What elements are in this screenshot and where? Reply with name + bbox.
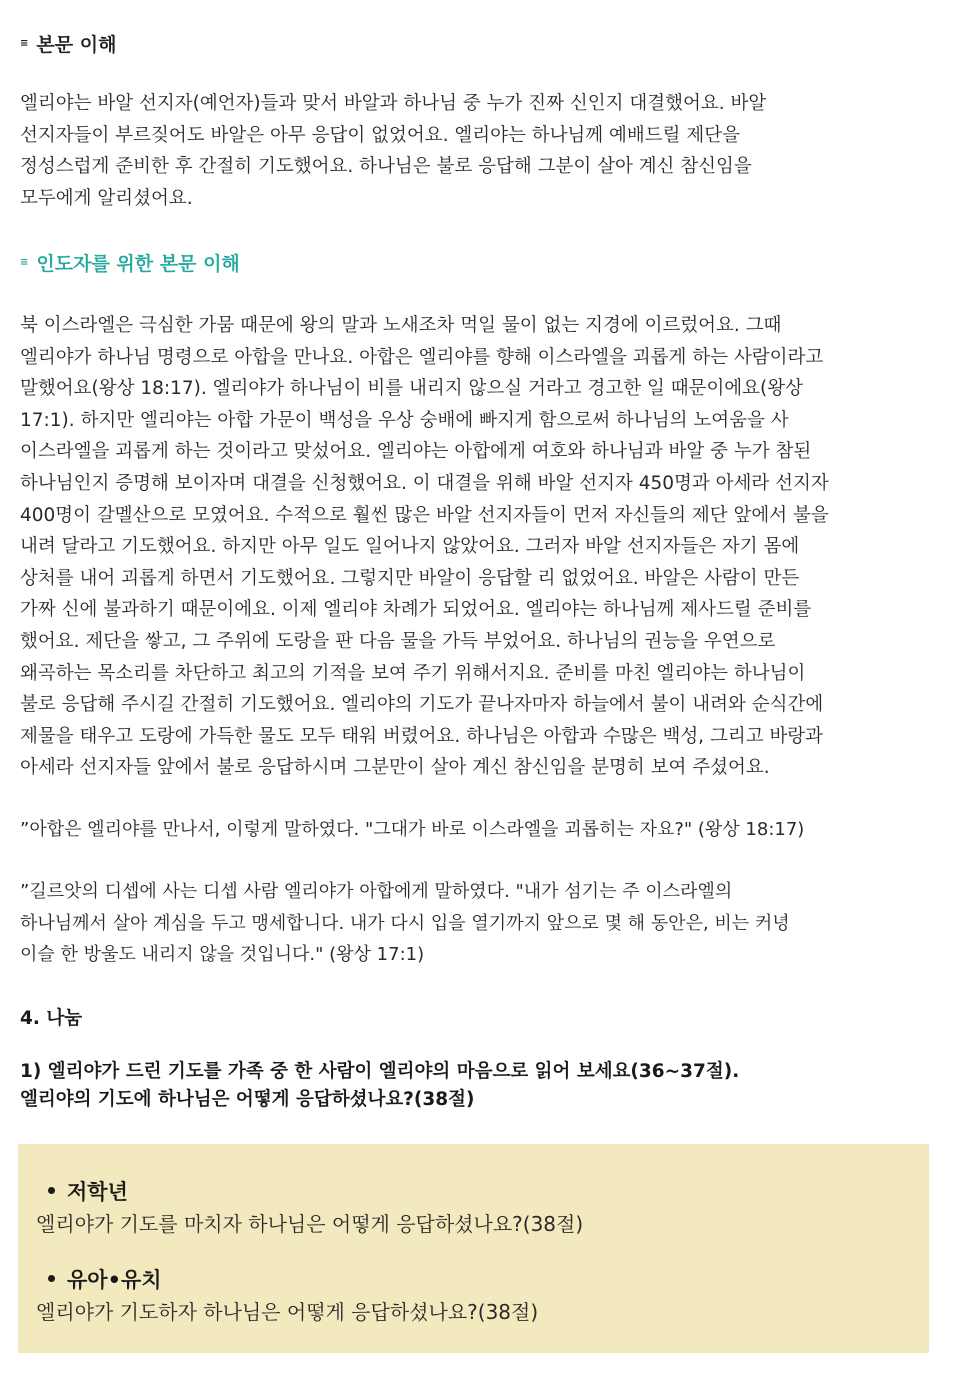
section-title: 본문 이해 — [36, 34, 117, 56]
sharing-heading — [20, 1005, 82, 1033]
paragraph-line: 선지자들이 부르짖어도 바알은 아무 응답이 없었어요. 엘리야는 하나님께 예배드릴 제단을 — [20, 124, 741, 146]
paragraph-line: 모두에게 알리셨어요. — [20, 187, 193, 209]
bullet-icon — [48, 1187, 55, 1194]
question-line: 엘리야의 기도에 하나님은 어떻게 응답하셨나요?(38절) — [20, 1089, 475, 1110]
quote-line: 이슬 한 방울도 내리지 않을 것입니다." (왕상 17:1) — [20, 944, 425, 966]
quote-line: ”아합은 엘리야를 만나서, 이렇게 말하였다. "그대가 바로 이스라엘을 괴롭히는 자요?" (왕상 18:17) — [20, 819, 805, 840]
age-group-question-lower-grades: 엘리야가 기도를 마치자 하나님은 어떻게 응답하셨나요?(38절) — [36, 1212, 584, 1236]
paragraph-line: 내려 달라고 기도했어요. 하지만 아무 일도 일어나지 않았어요. 그러자 바알 선지자들은 자기 몸에 — [20, 536, 800, 558]
section-title: 인도자를 위한 본문 이해 — [36, 253, 240, 275]
age-group-questions-box — [18, 1144, 929, 1353]
sharing-title: 4. 나눔 — [20, 1008, 83, 1029]
quote-line: 하나님께서 살아 계심을 두고 맹세합니다. 내가 다시 입을 열기까지 앞으로 몇 해 동안은, 비는 커녕 — [20, 912, 790, 934]
paragraph-line: 하나님인지 증명해 보이자며 대결을 신청했어요. 이 대결을 위해 바알 선지자 450명과 아세라 선지자 — [20, 472, 829, 494]
paragraph-line: 400명이 갈멜산으로 모였어요. 수적으로 훨씬 많은 바알 선지자들이 먼저 자신들의 제단 앞에서 불을 — [20, 504, 829, 526]
age-group-label: 유아•유치 — [67, 1268, 162, 1292]
paragraph-line: 정성스럽게 준비한 후 간절히 기도했어요. 하나님은 불로 응답해 그분이 살아 계신 참신임을 — [20, 156, 752, 178]
paragraph-line: 북 이스라엘은 극심한 가뭄 때문에 왕의 말과 노새조차 먹일 물이 없는 지경에 이르렀어요. 그때 — [20, 315, 782, 336]
paragraph-line: 했어요. 제단을 쌓고, 그 주위에 도랑을 판 다음 물을 가득 부었어요. 하나님의 권능을 우연으로 — [20, 630, 776, 652]
paragraph-line: 17:1). 하지만 엘리야는 아합 가문이 백성을 우상 숭배에 빠지게 함으로써 하나님의 노여움을 사 — [20, 409, 789, 431]
paragraph-line: 엘리야는 바알 선지자(예언자)들과 맞서 바알과 하나님 중 누가 진짜 신인지 대결했어요. 바알 — [20, 93, 767, 114]
question-line: 1) 엘리야가 드린 기도를 가족 중 한 사람이 엘리야의 마음으로 읽어 보세요(36~37절). — [20, 1061, 740, 1082]
age-group-title-lower-grades — [48, 1176, 128, 1206]
paragraph-line: 가짜 신에 불과하기 때문이에요. 이제 엘리야 차례가 되었어요. 엘리야는 하나님께 제사드릴 준비를 — [20, 599, 812, 621]
quote-line: ”길르앗의 디셉에 사는 디셉 사람 엘리야가 아합에게 말하였다. "내가 섬기는 주 이스라엘의 — [20, 881, 733, 902]
scripture-quote-18-17 — [20, 814, 920, 846]
bullet-icon — [48, 1275, 55, 1282]
paragraph-line: 상처를 내어 괴롭게 하면서 기도했어요. 그렇지만 바알이 응답할 리 없었어요. 바알은 사람이 만든 — [20, 567, 800, 589]
text-understanding-paragraph — [20, 88, 920, 214]
paragraph-line: 불로 응답해 주시길 간절히 기도했어요. 엘리야의 기도가 끝나자마자 하늘에서 불이 내려와 순식간에 — [20, 694, 824, 716]
age-group-question-preschool: 엘리야가 기도하자 하나님은 어떻게 응답하셨나요?(38절) — [36, 1300, 539, 1324]
paragraph-line: 제물을 태우고 도랑에 가득한 물도 모두 태워 버렸어요. 하나님은 아합과 수많은 백성, 그리고 바랑과 — [20, 725, 824, 747]
age-group-label: 저학년 — [67, 1180, 128, 1204]
paragraph-line: 말했어요(왕상 18:17). 엘리야가 하나님이 비를 내리지 않으실 거라고 경고한 일 때문이에요(왕상 — [20, 378, 804, 400]
section-heading-text-understanding — [20, 30, 116, 57]
scripture-quote-17-1 — [20, 876, 920, 971]
list-marker-icon: ≡ — [20, 38, 29, 49]
age-group-title-preschool — [48, 1264, 162, 1294]
leader-understanding-paragraph — [20, 310, 920, 784]
paragraph-line: 이스라엘을 괴롭게 하는 것이라고 맞섰어요. 엘리야는 아합에게 여호와 하나님과 바알 중 누가 참된 — [20, 441, 812, 463]
paragraph-line: 아세라 선지자들 앞에서 불로 응답하시며 그분만이 살아 계신 참신임을 분명히 보여 주셨어요. — [20, 757, 770, 779]
paragraph-line: 엘리야가 하나님 명령으로 아합을 만나요. 아합은 엘리야를 향해 이스라엘을 괴롭게 하는 사람이라고 — [20, 346, 824, 368]
paragraph-line: 왜곡하는 목소리를 차단하고 최고의 기적을 보여 주기 위해서지요. 준비를 마친 엘리야는 하나님이 — [20, 662, 806, 684]
sharing-question — [20, 1058, 739, 1114]
section-heading-leader-understanding — [20, 249, 240, 276]
list-marker-icon: ≡ — [20, 257, 29, 268]
